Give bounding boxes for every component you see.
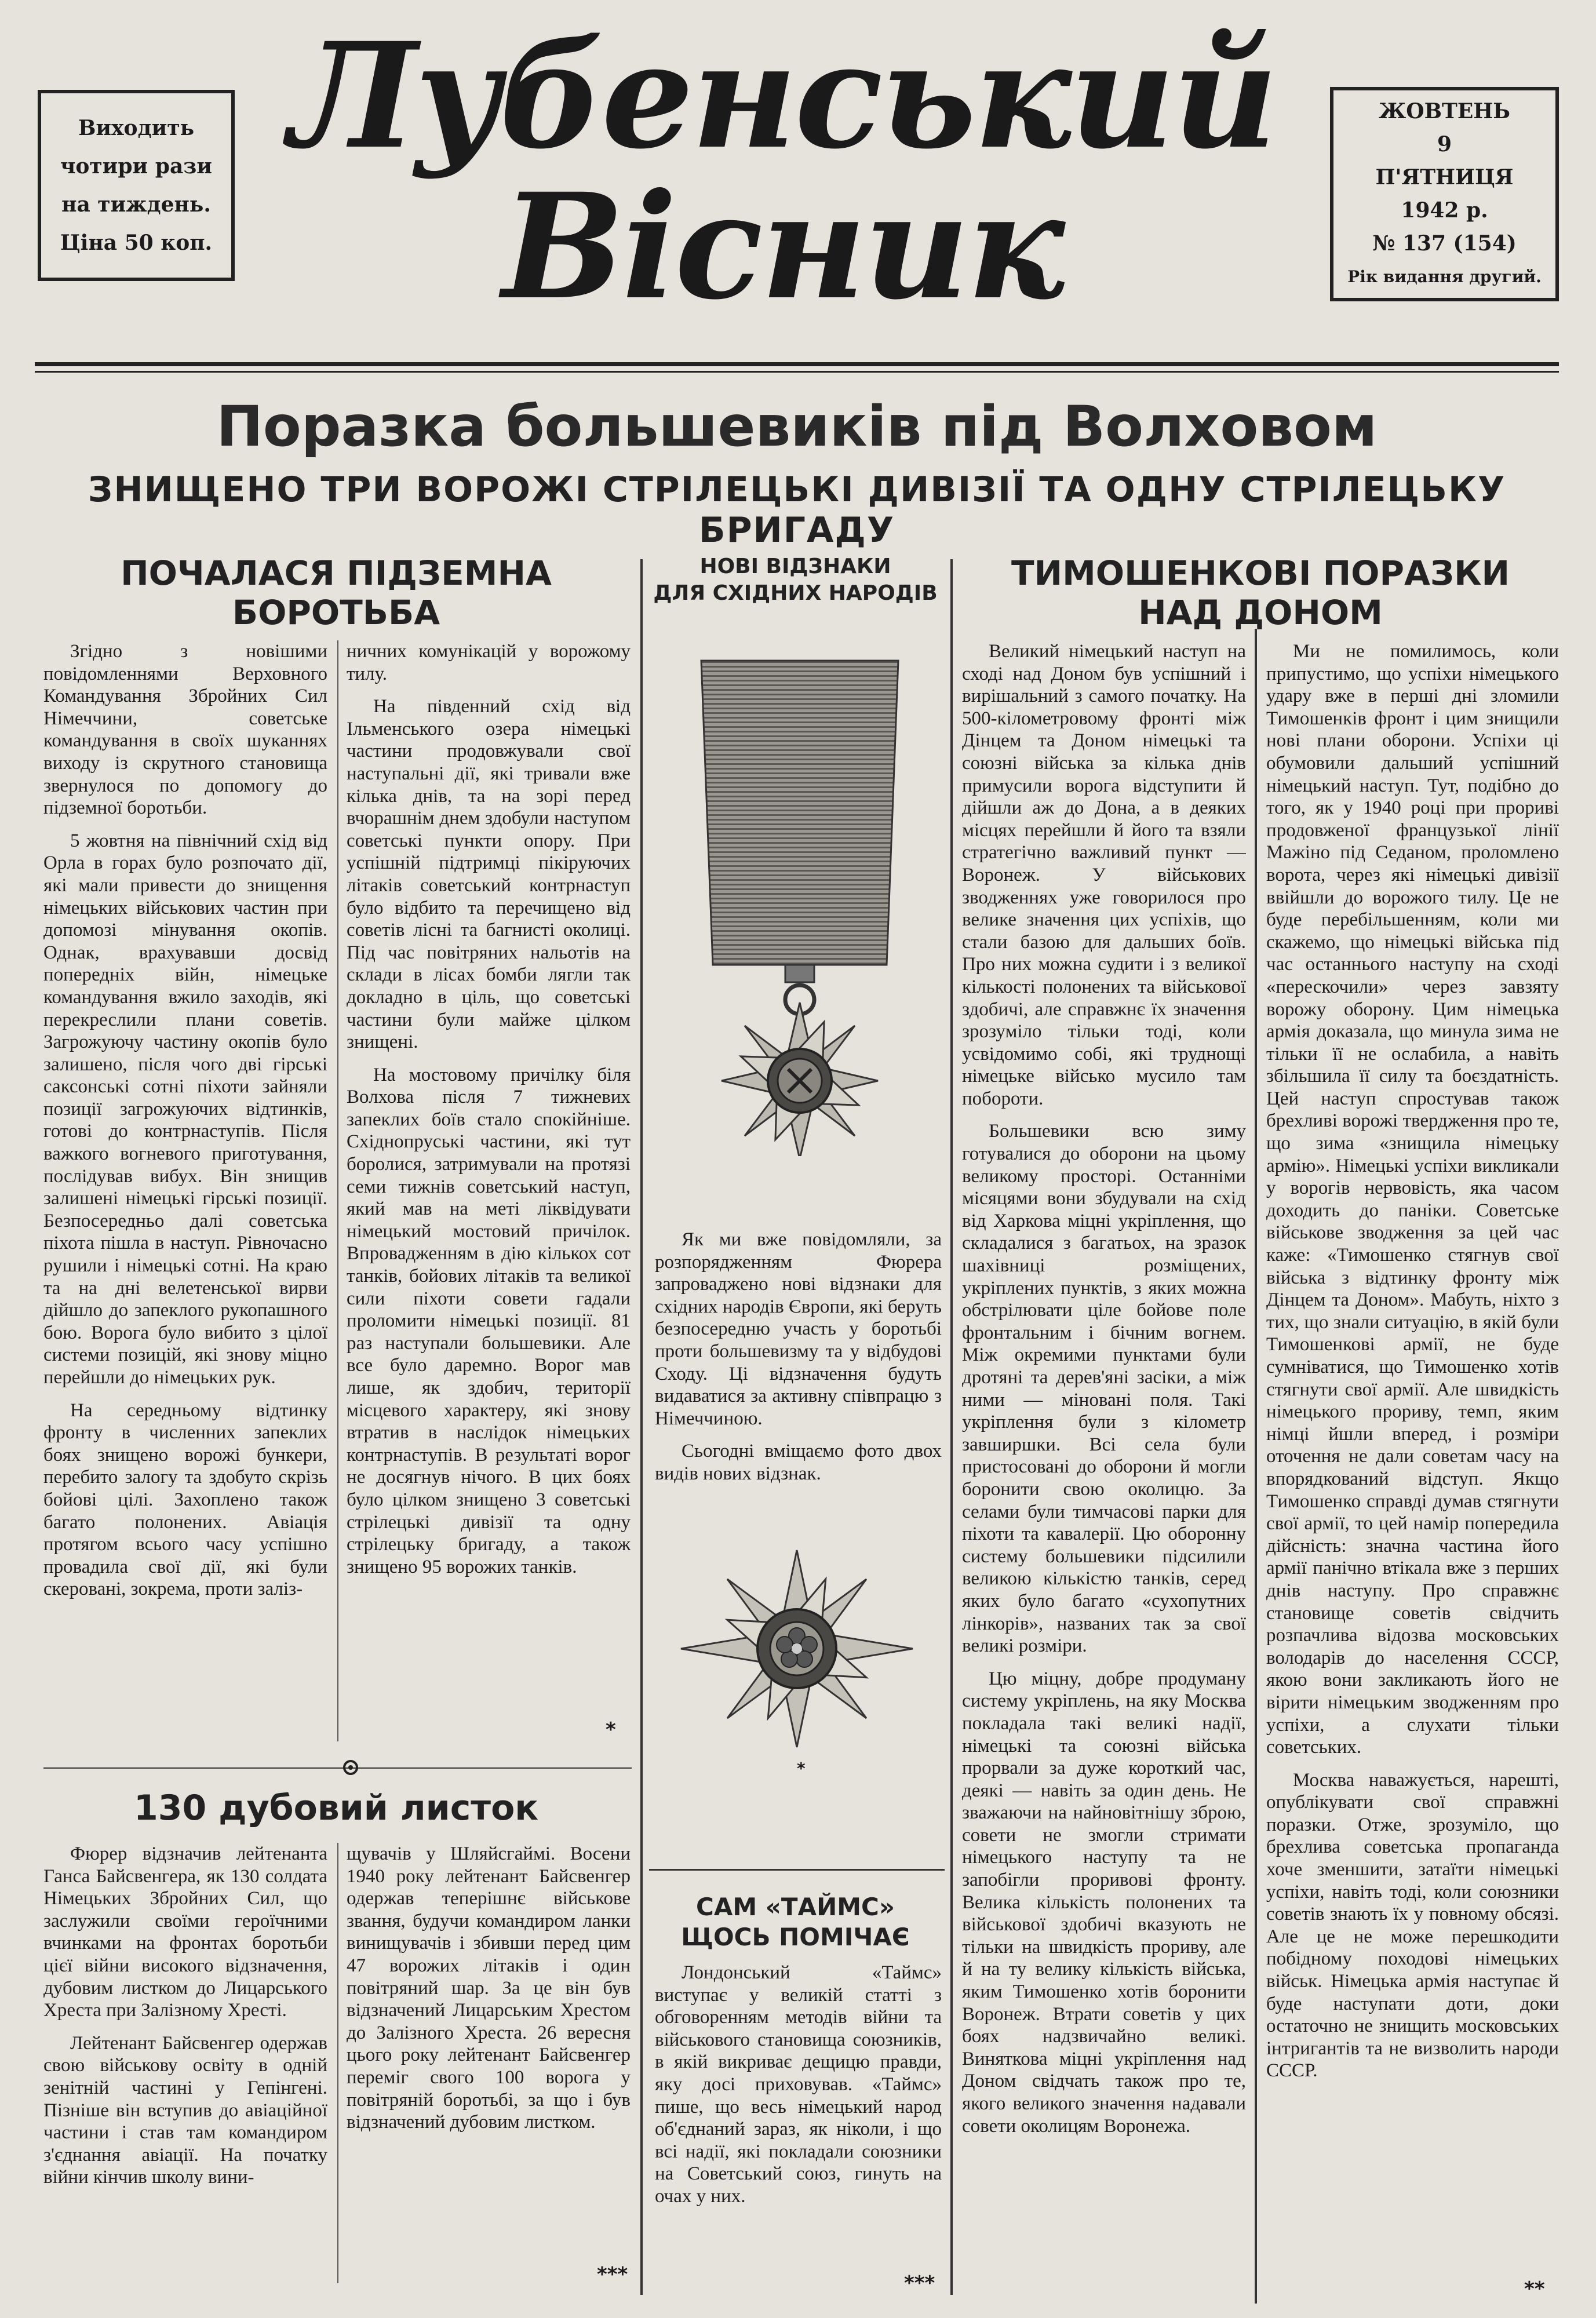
article-title-line: ДЛЯ СХІДНИХ НАРОДІВ	[653, 581, 938, 605]
article-column	[347, 640, 631, 1730]
paragraph: Большевики всю зиму готувалися до оборони на цьому великому просторі. Останніми місяцями вони збудували на схід від Харкова міцні укріплення, що складалися з багатьох, на зразок шахівниці розміщених, укріплених пунктів, з яких можна обстрілювати ціле бойове поле фронтальним і бічним вогнем. Між окремими пунктами були дротяні та дерев'яні засіки, а між ними — міновані поля. Такі укріплення були з кілометр завширшки. Всі села були пристосовані до оборони й могли боронити свою околицю. За селами були тимчасові парки для піхоти та кавалерії. Цю оборонну систему большевики підсилили великою кількістю танків, серед яких було багато «сухопутних лінкорів», названих так за свої великі розміри.	[962, 1121, 1246, 1657]
masthead-rule-thin	[35, 371, 1559, 373]
article-column	[1266, 640, 1559, 2280]
main-headline: Поразка большевиків під Волховом	[216, 394, 1378, 459]
paragraph: 5 жовтня на північний схід від Орла в горах було розпочато дії, які мали привести до знищення німецьких військових частин при допомозі мінування окопів. Однак, врахувавши досвід попередніх війн, німецьке командування вжило заходів, які перекреслили плани советів. Загрожуючу частину окопів було залишено, після чого дві гірські саксонські сотні піхоти зайняли позиції загрожуючих відтинків, готові до контрнаступів. Після важкого вогневого приготування, послідував вибух. Він знищив залишені німецькі гірські позиції. Безпосередньо далі советська піхота пішла в наступ. Рівночасно рушили і німецькі сотні. На краю та на дні велетенської вирви дійшло до запеклого рукопашного бою. Ворога було вибито з цілої системи позицій, які знову міцно перейшли до німецьких рук.	[43, 830, 327, 1388]
paragraph: Лондонський «Таймс» виступає у великій статті з обговоренням методів війни та військового становища союзників, в якій викриває дещицю правди, яку досі приховував. «Таймс» пише, що весь німецький народ об'єднаний зараз, як ніколи, і що всі надії, які покладали союзники на Советський союз, гинуть на очах у них.	[655, 1962, 942, 2207]
article-title	[46, 553, 626, 632]
article-column	[655, 1962, 942, 2275]
paragraph: На середньому відтинку фронту в численних запеклих боях знищено ворожі бункери, перебито залогу та здобуто скрізь бойові цілі. Захоплено також багато полонених. Авіація протягом всього часу успішно провадила свої дії, які були скеровані, зокрема, проти заліз-	[43, 1399, 327, 1600]
newspaper-title-line2: Вісник	[502, 161, 1063, 331]
column-rule-thin	[337, 1843, 338, 2283]
issue-number: № 137 (154)	[1372, 231, 1517, 256]
article-column	[962, 640, 1246, 2298]
article-title-line: ЩОСЬ ПОМІЧАЄ	[681, 1923, 910, 1951]
paragraph: щувачів у Шляйсгаймі. Восени 1940 року лейтенант Байсвенгер одержав теперішнє військове звання, будучи командиром ланки винищувачів і збивши перед цим 47 ворожих літаків і один повітряний шар. За це він був відзначений Лицарським Хрестом до Залізного Хреста. 26 вересня цього року лейтенант Байсвенгер переміг свого 100 ворога у повітряній боротьбі, за що і був відзначений дубовим листком.	[347, 1843, 631, 2133]
article-column	[347, 1843, 631, 2260]
date-year: 1942 р.	[1401, 198, 1488, 223]
article-title	[649, 1892, 942, 1952]
date-weekday: П'ЯТНИЦЯ	[1375, 165, 1514, 189]
article-title-line: НАД ДОНОМ	[1138, 593, 1383, 632]
column-rule	[640, 559, 643, 2295]
newspaper-title-line1: Лубенський	[289, 10, 1276, 181]
end-mark: ***	[597, 2263, 628, 2286]
article-title: 130 дубовий листок	[133, 1788, 539, 1828]
column-rule-thin	[337, 640, 338, 1741]
article-title-line: БОРОТЬБА	[232, 593, 440, 632]
article-title-line: НОВІ ВІДЗНАКИ	[699, 555, 891, 578]
article-column	[655, 1229, 942, 1518]
publication-frequency-line: Виходить	[78, 116, 195, 140]
masthead-rule	[35, 362, 1559, 366]
end-mark: *	[606, 1718, 616, 1741]
main-subheadline: ЗНИЩЕНО ТРИ ВОРОЖІ СТРІЛЕЦЬКІ ДИВІЗІЇ ТА ОДНУ СТРІЛЕЦЬКУ БРИГАДУ	[88, 469, 1506, 551]
paragraph: На південний схід від Ільменського озера німецькі частини продовжували свої наступальні дії, які тривали вже кілька днів, та на зорі перед вчорашнім днем здобули наступом советські пункти опору. При успішній підтримці пікіруючих літаків советський контрнаступ було відбито та перечищено від советів лісні та багнисті околиці. Під час повітряних нальотів на склади в лісах бомби лягли так докладно в ціль, що советські частини були майже цілком знищені.	[347, 696, 631, 1053]
masthead-date-box	[1330, 87, 1559, 301]
edition-year: Рік видання другий.	[1347, 267, 1542, 286]
publication-frequency-line: чотири рази	[60, 154, 212, 178]
ornament-divider-icon	[342, 1759, 359, 1776]
paragraph: На мостовому причілку біля Волхова після 7 тижневих запеклих боїв стало спокійніше. Східнопруські частини, які тут боролися, затримували на протязі семи тижнів советський наступ, який мав на меті ліквідувати німецький мостовий причілок. Впровадженням в дію кількох сот танків, бойових літаків та великої сили піхоти совети гадали проломити німецькі позиції. 81 раз наступали большевики. Але все було даремно. Ворог мав лише, як здобич, території місцевого характеру, які знову втратив в наслідок німецьких контрнаступів. В результаті ворог не досягнув нічого. В цих боях було цілком знищено 3 советські стрілецькі дивізії та одну стрілецьку бригаду, а також знищено 95 ворожих танків.	[347, 1064, 631, 1577]
publication-frequency-line: на тиждень.	[61, 192, 211, 217]
paragraph: Цю міцну, добре продуману систему укріплень, на яку Москва покладала такі великі надії, німецькі та союзні війська прорвали за дуже короткий час, деякі — навіть за один день. Не зважаючи на найновітнішу зброю, совети не змогли стримати німецького наступу та не запобігли проривові фронту. Велика кількість полонених та військової здобичі вказують не тільки на швидкість прориву, але й на ту велику кількість війська, яким Тимошенко хотів боронити Воронеж. Втрати советів у цих боях надзвичайно великі. Виняткова міцні укріплення над Доном свідчать також про те, якого великого значення надавали совети околицям Воронежа.	[962, 1668, 1246, 2137]
article-title	[649, 553, 942, 607]
article-column	[43, 640, 327, 1747]
medal-ribbon-icon	[684, 652, 916, 1156]
article-column	[43, 1843, 327, 2289]
column-rule	[1255, 629, 1257, 2304]
section-divider	[649, 1869, 945, 1871]
article-title-line: САМ «ТАЙМС»	[696, 1893, 895, 1921]
price-line: Ціна 50 коп.	[60, 231, 213, 255]
medal-star-icon	[675, 1544, 919, 1753]
end-mark: ***	[904, 2272, 935, 2295]
paragraph: Лейтенант Байсвенгер одержав свою військову освіту в одній зенітній частині у Гепінгені. Пізніше він вступив до авіаційної частини і став там командиром з'єднання авіації. На початку війни кінчив школу вини-	[43, 2032, 327, 2188]
column-rule	[950, 559, 953, 2295]
end-mark: *	[797, 1759, 806, 1778]
date-day: 9	[1437, 132, 1452, 156]
date-month: ЖОВТЕНЬ	[1379, 99, 1510, 123]
paragraph: ничних комунікацій у ворожому тилу.	[347, 641, 631, 684]
paragraph: Ми не помилимось, коли припустимо, що успіхи німецького удару вже в перші дні зломили Тимошенків фронт і цим знищили нові плани оборони. Успіхи ці обумовили дальший успішний німецький наступ. Тут, подібно до того, як у 1940 році при прориві продовженої французької лінії Мажіно під Седаном, проломлено ворота, через які німецькі дивізії ввійшли до ворожого тилу. Це не буде перебільшенням, коли ми скажемо, що німецькі війська під час останнього наступу на сході «перескочили» через завзяту ворожу оборону. Цим німецька армія доказала, що минула зима не тільки її не ослабила, а навіть збільшила її силу та боєздатність. Цей наступ спростував також брехливі ворожі твердження про те, що зима «знищила німецьку армію». Німецькі успіхи викликали у ворогів нервовість, яка часом доходить до паніки. Советське військове зводження за цей час каже: «Тимошенко стягнув свої війська з відтинку фронту між Дінцем та Доном». Мабуть, ніхто з тих, що знали ситуацію, в якій були Тимошенкові армії, не буде сумніватися, що Тимошенко хотів стягнути свої армії. Але швидкість німецького прориву, темп, яким німці йшли вперед, і розміри оточення не дали советам часу на впорядкований відступ. Якщо Тимошенко справді думав стягнути свої армії, то цей намір попередила дійсність: значна частина його армії панічно втікала вже з перших днів наступу. Про справжнє становище советів свідчить розпачлива відозва московських володарів до населення СССР, якою вони закликають його не вірити німецьким зводженням про успіхи, а слухати тільки советських.	[1266, 641, 1559, 1758]
end-mark: **	[1524, 2277, 1545, 2301]
article-title	[962, 553, 1559, 632]
article-title-line: ТИМОШЕНКОВІ ПОРАЗКИ	[1011, 553, 1510, 593]
paragraph: Великий німецький наступ на сході над Доном був успішний і вирішальний з самого початку. На 500-кілометровому фронті між Дінцем та Доном німецькі та союзні війська за кілька днів примусили ворога відступити й дійшли аж до Дона, а в деяких місцях перейшли й його та взяли стратегічно важливий пункт — Воронеж. У військових зводженнях уже говорилося про велике значення цих успіхів, що стали базою для дальших боїв. Про них можна судити і з великої кількості полонених та військової здобичі, але справжнє їх значення зрозуміло тільки тоді, коли усвідомимо собі, які труднощі німецьке військо мусило там побороти.	[962, 641, 1246, 1109]
section-divider	[43, 1767, 632, 1769]
masthead-left-box	[38, 90, 235, 281]
paragraph: Фюрер відзначив лейтенанта Ганса Байсвенгера, як 130 солдата Німецьких Збройних Сил, що заслужили своїми героїчними вчинками на фронтах боротьби цієї війни високого відзначення, дубовим листком до Лицарського Хреста при Залізному Хресті.	[43, 1843, 327, 2021]
paragraph: Москва наважується, нарешті, опублікувати свої справжні поразки. Отже, зрозуміло, що брехлива советська пропаганда хоче зменшити, затаїти німецькі успіхи, навіть тоді, коли союзники советів знають їх у повному обсязі. Але це не може перешкодити побідному походові німецьких військ. Німецька армія наступає й буде наступати доти, доки остаточно не знищить московських інтригантів та не визволить народи СССР.	[1266, 1769, 1559, 2082]
article-title-line: ПОЧАЛАСЯ ПІДЗЕМНА	[121, 553, 552, 593]
paragraph: Сьогодні вміщаємо фото двох видів нових відзнак.	[655, 1441, 942, 1484]
paragraph: Як ми вже повідомляли, за розпорядженням Фюрера запроваджено нові відзнаки для східних народів Європи, які беруть безпосередню участь у боротьбі проти большевизму та у відбудові Сходу. Ці відзначення будуть видаватися за активну співпрацю з Німеччиною.	[655, 1229, 942, 1429]
paragraph: Згідно з новішими повідомленнями Верховного Командування Збройних Сил Німеччини, советське командування в своїх шуканнях виходу із скрутного становища звернулося по допомогу до підземної боротьби.	[43, 641, 327, 819]
